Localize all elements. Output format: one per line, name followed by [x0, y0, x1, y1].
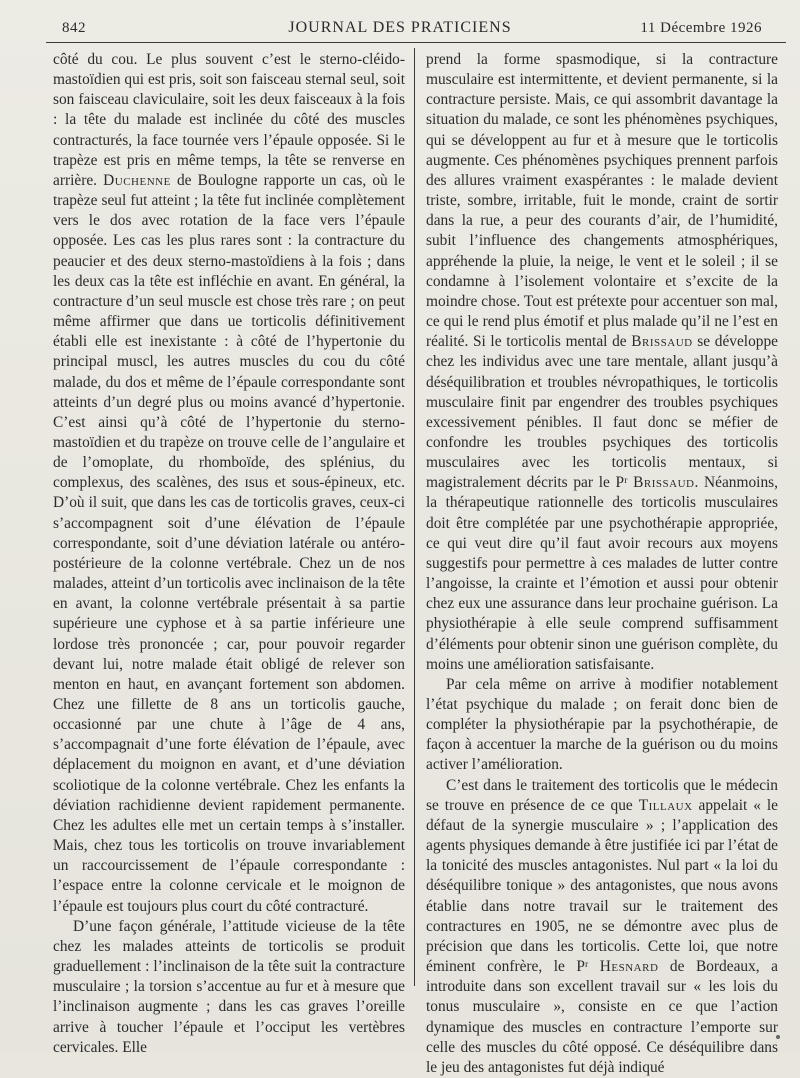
author-name-duchenne: Duchenne — [103, 171, 171, 189]
page-number: 842 — [62, 20, 86, 36]
running-header — [0, 18, 800, 42]
text-run: prend la forme spasmodique, si la contracture musculaire est intermittente, et devient permanente, si la contracture persiste. Mais, ce qui assombrit davantage la situation du malade, ce sont les phénomènes psychiques, qui se développent au fur et à mesure que le torticolis augmente. Ces phénomènes psychiques prennent parfois des allures vraiment exaspérantes : le malade devient triste, sombre, irritable, fuit le monde, craint de sortir dans la rue, a peur des courants d’air, de l’humidité, subit l’influence des changements atmosphériques, appréhende la pluie, la neige, le vent et le soleil ; il se condamne à l’isolement volontaire et s’excite de la moindre chose. Tout est prétexte pour accentuer son mal, ce qui le rend plus émotif et plus malade qu’il ne l’est en réalité. Si le torticolis mental de — [426, 51, 778, 351]
text-run: . Néanmoins, la thérapeutique rationnelle des torticolis musculaires doit être complétée par une psychothérapie appropriée, ce qui veut dire qu’il faut avoir recours aux moyens suggestifs pour permettre à ces malades de lutter contre l’angoisse, la crainte et l’émotion et aussi pour obtenir chez eux une assurance dans leur prochaine guérison. La physiothérapie à elle seule comprend suffisamment d’éléments pour obtenir sinon une guérison complète, du moins une amélioration satisfaisante. — [426, 474, 778, 673]
author-name-brissaud: Brissaud — [633, 474, 695, 492]
text-run: appelait « le défaut de la synergie musculaire » ; l’application des agents physiques demande à être justifiée ici par l’état de la tonicité des muscles antagonistes. Nul part « la loi du déséquilibre tonique » des antagonistes, que nous avons établie dans notre travail sur le traitement des contractures en 1905, ne se démontre avec plus de précision que dans les torticolis. Cette loi, que notre éminent confrère, le Pʳ — [426, 796, 778, 976]
author-name-brissaud: Brissaud — [631, 333, 693, 351]
text-run: se développe chez les individus avec une tare mentale, allant jusqu’à déséquilibration et troubles névropathiques, le torticolis musculaire finit par engendrer des troubles psychiques excessivement pénibles. Il faut donc se méfier de confondre les troubles psychiques des torticolis musculaires avec les torticolis mentaux, si magistralement décrits par le Pʳ — [426, 333, 778, 492]
print-speck — [776, 1035, 780, 1039]
column-divider — [414, 48, 415, 986]
left-paragraph-1 — [53, 50, 405, 917]
right-column — [426, 50, 778, 1078]
issue-date: 11 Décembre 1926 — [640, 20, 762, 36]
header-rule — [46, 42, 786, 43]
author-name-hesnard: Hesnard — [599, 958, 659, 976]
left-column — [53, 50, 405, 1058]
journal-title: JOURNAL DES PRATICIENS — [288, 19, 512, 36]
text-run: C’est dans le traitement des torticolis que le médecin se trouve en présence de ce que — [426, 776, 778, 814]
author-name-tillaux: Tillaux — [638, 796, 693, 814]
text-run: de Bordeaux, a introduite dans son excellent travail sur « les lois du tonus musculaire », consiste en ce que l’action dynamique des muscles en contracture l’emporte sur celle des muscles du côté opposé. Ce déséquilibre dans le jeu des antagonistes fut déjà indiqué — [426, 958, 778, 1076]
text-run: de Boulogne rapporte un cas, où le trapèze seul fut atteint ; la tête fut inclinée complètement vers le dos avec rotation de la face vers l’épaule opposée. Les cas les plus rares sont : la contracture du peaucier et des deux sterno-mastoïdiens à la fois ; dans les deux cas la tête est infléchie en avant. En général, la contracture d’un seul muscle est chose très rare ; on peut même affirmer que dans ue torticolis définitivement établi elle est inexistante : à côté de l’hypertonie du principal muscl, les autres muscles du cou du côté malade, du dos et même de l’épaule correspondante sont atteints d’un degré plus ou moins avancé d’hypertonie. C’est ainsi qu’à côté de l’hypertonie du sterno-mastoïdien et du trapèze on trouve celle de l’angulaire et de l’omoplate, du rhomboïde, des splénius, du complexus, des scalènes, des ɪsus et sous-épineux, etc. D’où il suit, que dans les cas de torticolis graves, ceux-ci s’accompagnent soit d’une élévation de l’épaule correspondante, soit d’une déviation latérale ou antéro-postérieure de la colonne vertébrale. Chez un de nos malades, atteint d’un torticolis avec inclinaison de la tête en avant, la colonne vertébrale présentait à sa partie supérieure une cyphose et à sa partie inférieure une lordose très prononcée ; car, pour pouvoir regarder devant lui, notre malade était obligé de relever son menton en haut, en avançant fortement son abdomen. Chez une fillette de 8 ans un torticolis gauche, occasionné par une chute à l’âge de 4 ans, s’accompagnait d’une forte élévation de l’épaule, avec déplacement du moignon en avant, et d’une déviation scoliotique de la colonne vertébrale. Chez les enfants la déviation rachidienne devient rapidement permanente. Chez les adultes elle met un certain temps à s’installer. Mais, chez tous les torticolis on trouve invariablement un raccourcissement de l’épaule correspondante : l’espace entre la colonne cervicale et le moignon de l’épaule est toujours plus court du côté contracturé. — [53, 171, 405, 915]
left-paragraph-2: D’une façon générale, l’attitude vicieuse de la tête chez les malades atteints de torticolis se produit graduellement : l’inclinaison de la tête suit la contracture musculaire ; la torsion s’accentue au fur et à mesure que l’inclinaison augmente ; dans les cas graves l’oreille arrive à toucher l’épaule et l’occiput les vertèbres cervicales. Elle — [53, 917, 405, 1056]
text-run: côté du cou. Le plus souvent c’est le sterno-cléido-mastoïdien qui est pris, soit son faisceau sternal seul, soit son faisceau claviculaire, soit les deux faisceaux à la fois : la tête du malade est inclinée du côté des muscles contracturés, la face tournée vers l’épaule opposée. Si le trapèze est pris en même temps, la tête se renverse en arrière. — [53, 51, 405, 189]
right-paragraph-2: Par cela même on arrive à modifier notablement l’état psychique du malade ; on ferait donc bien de compléter la physiothérapie par la psychothérapie, de façon à accentuer la marche de la guérison ou du moins activer l’amélioration. — [426, 675, 778, 774]
right-paragraph-1 — [426, 50, 778, 675]
right-paragraph-3 — [426, 776, 778, 1078]
